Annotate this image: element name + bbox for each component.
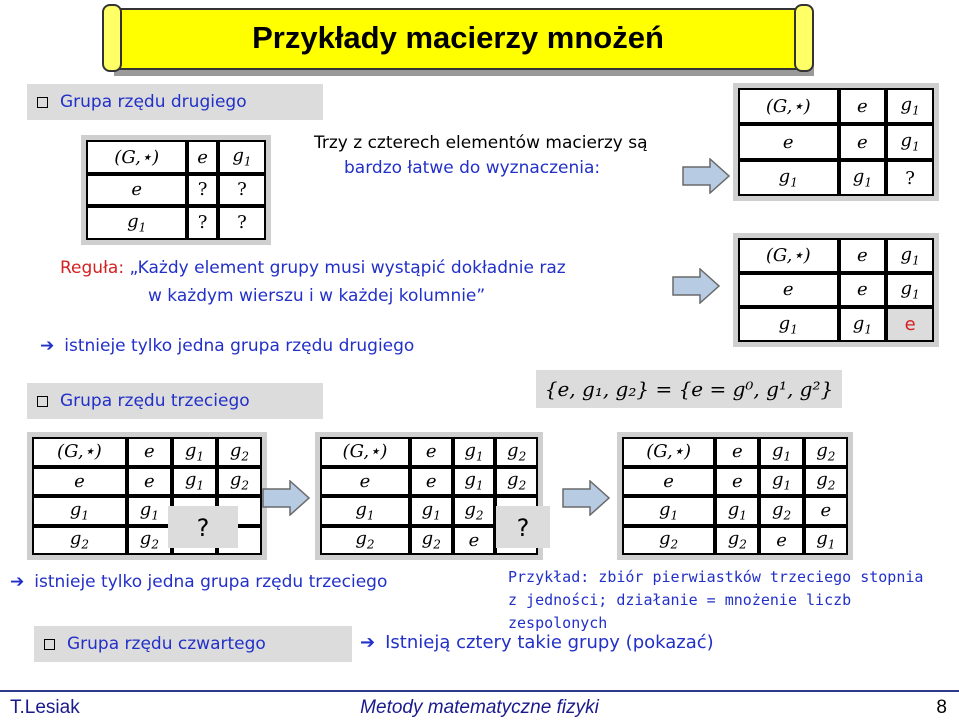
table-cell: $g_1$ <box>738 160 839 196</box>
table-cell: $g_1$ <box>172 467 217 497</box>
table-cell: ? <box>187 206 217 240</box>
table-cell: $g_2$ <box>32 526 127 556</box>
table-cell: (G,⋆) <box>32 437 127 467</box>
table-cell: (G,⋆) <box>86 140 187 174</box>
table-cell: $g_2$ <box>715 526 759 556</box>
example-line-1: Przykład: zbiór pierwiastków trzeciego stopnia <box>508 568 924 586</box>
table-cell: e <box>804 496 848 526</box>
conclusion-arrow-icon: ➔ <box>360 632 376 653</box>
footer-course: Metody matematyczne fizyki <box>360 697 599 718</box>
table-cell: $g_1$ <box>172 437 217 467</box>
section-order-3-label: Grupa rzędu trzeciego <box>60 391 250 411</box>
answer-e: e <box>904 314 916 336</box>
table-cell: $g_1$ <box>886 238 934 273</box>
footer-author: T.Lesiak <box>10 697 80 718</box>
footer-divider <box>0 690 959 692</box>
table-cell: $g_1$ <box>886 124 934 160</box>
table-cell: $g_1$ <box>86 206 187 240</box>
table-cell: (G,⋆) <box>738 238 839 273</box>
table-cell: e <box>320 467 410 497</box>
conclusion-order-3-text: istnieje tylko jedna grupa rzędu trzeciego <box>34 572 388 592</box>
table-cell: $g_1$ <box>886 88 934 124</box>
section-order-2-label: Grupa rzędu drugiego <box>60 92 247 112</box>
table-cell: e <box>127 437 172 467</box>
section-order-3 <box>27 383 323 419</box>
table-cell: e <box>622 467 715 497</box>
table-cell: e <box>715 467 759 497</box>
table-cell: e <box>86 174 187 205</box>
table-cell: e <box>839 124 887 160</box>
cayley-table-order2-partial <box>738 88 934 196</box>
table-cell: e <box>187 140 217 174</box>
table-cell: $g_2$ <box>410 526 453 556</box>
table-cell: $g_2$ <box>320 526 410 556</box>
table-cell: ? <box>187 174 217 205</box>
table-cell <box>886 307 934 342</box>
cayley-table-order2-empty <box>86 140 266 240</box>
right-arrow-icon <box>562 480 610 516</box>
table-cell: e <box>759 526 803 556</box>
table-cell: $g_1$ <box>759 467 803 497</box>
section-order-2 <box>27 84 323 120</box>
checkbox-bullet-icon <box>44 639 55 650</box>
roots-of-unity-formula: {e, g₁, g₂} = {e = g⁰, g¹, g²} <box>536 370 842 408</box>
example-block <box>508 566 959 635</box>
table-cell: e <box>715 437 759 467</box>
table-cell: $g_1$ <box>410 496 453 526</box>
table-cell: $g_1$ <box>127 496 172 526</box>
section-order-4-label: Grupa rzędu czwartego <box>67 634 266 654</box>
conclusion-order-2 <box>40 336 414 356</box>
table-cell: $g_1$ <box>839 307 887 342</box>
page-title: Przykłady macierzy mnożeń <box>252 20 664 55</box>
table-cell: ? <box>886 160 934 196</box>
table-cell: $g_2$ <box>453 496 496 526</box>
table-cell: $g_2$ <box>759 496 803 526</box>
table-cell: e <box>410 467 453 497</box>
table-cell: e <box>410 437 453 467</box>
rule-text-1: „Każdy element grupy musi wystąpić dokładnie raz <box>129 258 566 278</box>
table-cell: $g_1$ <box>886 273 934 308</box>
table-cell: $g_1$ <box>759 437 803 467</box>
intro-line-2 <box>344 158 600 178</box>
conclusion-order-4 <box>360 632 714 653</box>
rule-line-1 <box>60 258 566 278</box>
table-cell: $g_2$ <box>127 526 172 556</box>
checkbox-bullet-icon <box>37 396 48 407</box>
table-cell: e <box>32 467 127 497</box>
table-cell: $g_1$ <box>715 496 759 526</box>
rule-line-2: w każdym wierszu i w każdej kolumnie” <box>148 286 486 306</box>
table-cell: $g_2$ <box>217 467 262 497</box>
table-cell: e <box>839 88 887 124</box>
table-cell: $g_1$ <box>453 467 496 497</box>
right-arrow-icon <box>672 268 720 304</box>
table-cell: $g_1$ <box>804 526 848 556</box>
right-arrow-icon <box>262 480 310 516</box>
table-cell: $g_2$ <box>804 467 848 497</box>
table-cell: (G,⋆) <box>738 88 839 124</box>
table-cell: ? <box>218 174 266 205</box>
table-cell: $g_1$ <box>32 496 127 526</box>
example-line-2: z jedności; działanie = mnożenie liczb zespolonych <box>508 591 852 632</box>
table-cell: $g_1$ <box>738 307 839 342</box>
cayley-table-order3-c <box>622 437 848 555</box>
table-cell: (G,⋆) <box>622 437 715 467</box>
cayley-table-order2-full <box>738 238 934 342</box>
rule-label: Reguła: <box>60 258 125 278</box>
table-cell: $g_2$ <box>495 437 538 467</box>
table-cell: e <box>839 238 887 273</box>
footer-page-number: 8 <box>936 697 947 718</box>
table-cell: $g_2$ <box>495 467 538 497</box>
table-cell: e <box>738 273 839 308</box>
title-banner <box>108 8 808 70</box>
conclusion-arrow-icon: ➔ <box>10 572 25 592</box>
intro-line-1: Trzy z czterech elementów macierzy są <box>314 133 648 153</box>
table-cell: $g_1$ <box>218 140 266 174</box>
section-order-4 <box>34 626 352 662</box>
conclusion-arrow-icon: ➔ <box>40 336 55 356</box>
conclusion-order-4-text: Istnieją cztery takie grupy (pokazać) <box>385 632 714 653</box>
table-cell: e <box>839 273 887 308</box>
conclusion-order-2-text: istnieje tylko jedna grupa rzędu drugiego <box>64 336 415 356</box>
table-cell: $g_1$ <box>320 496 410 526</box>
table-cell: e <box>738 124 839 160</box>
table-cell: $g_1$ <box>839 160 887 196</box>
table-cell: (G,⋆) <box>320 437 410 467</box>
table-cell: e <box>453 526 496 556</box>
table-cell: $g_1$ <box>622 496 715 526</box>
right-arrow-icon <box>682 158 730 194</box>
intro-line-2-text: bardzo łatwe do wyznaczenia: <box>344 158 601 178</box>
table-cell: $g_2$ <box>622 526 715 556</box>
table-cell: ? <box>218 206 266 240</box>
question-box: ? <box>496 506 550 548</box>
table-cell: $g_2$ <box>804 437 848 467</box>
question-box: ? <box>168 506 238 548</box>
table-cell: e <box>127 467 172 497</box>
table-cell: $g_2$ <box>217 437 262 467</box>
checkbox-bullet-icon <box>37 97 48 108</box>
conclusion-order-3 <box>10 572 387 592</box>
table-cell: $g_1$ <box>453 437 496 467</box>
